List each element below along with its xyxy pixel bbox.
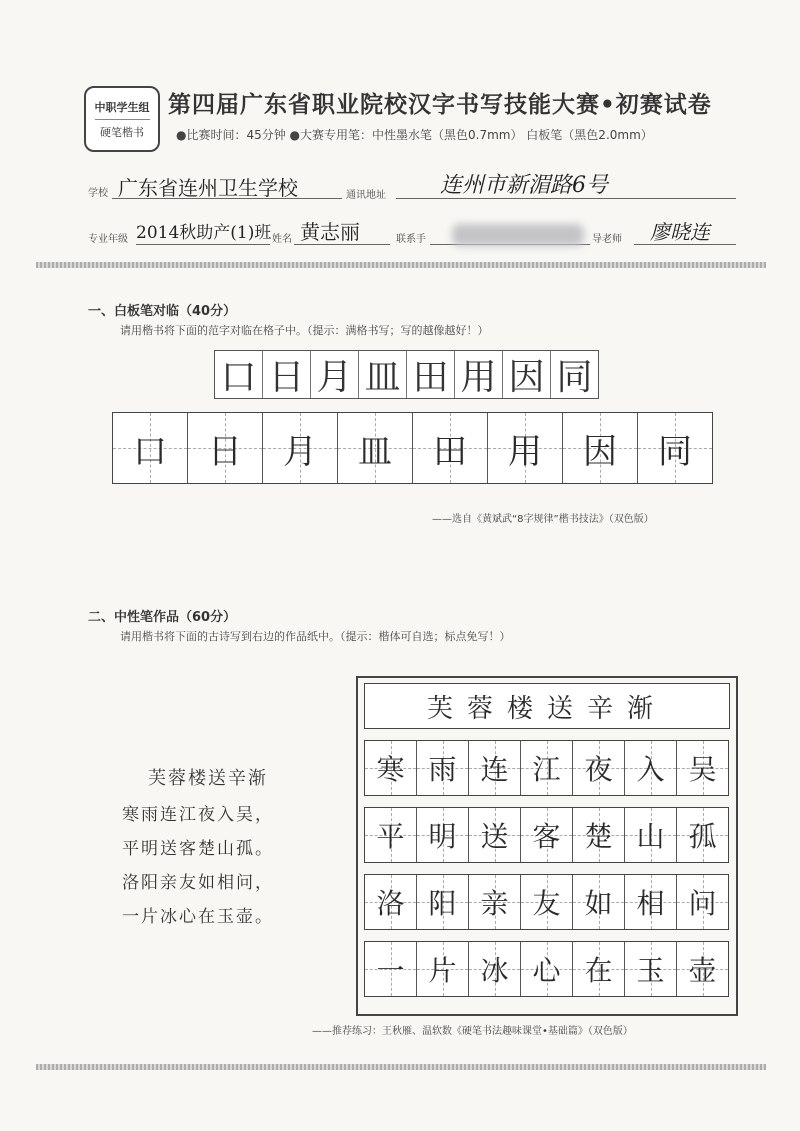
grid-cell bbox=[625, 875, 677, 929]
handwritten-char: 月 bbox=[283, 431, 317, 472]
grid-cell bbox=[521, 741, 573, 795]
handwritten-char: 片 bbox=[428, 954, 457, 987]
handwritten-char: 如 bbox=[584, 887, 613, 920]
handwritten-char: 夜 bbox=[584, 753, 613, 786]
practice-grid bbox=[112, 412, 713, 484]
handwritten-char: 楚 bbox=[584, 820, 613, 853]
grid-cell bbox=[469, 942, 521, 996]
handwritten-char: 洛 bbox=[376, 887, 405, 920]
school-value: 广东省连州卫生学校 bbox=[118, 176, 298, 200]
grid-cell bbox=[338, 413, 413, 483]
grid-cell bbox=[563, 413, 638, 483]
handwritten-char: 皿 bbox=[358, 431, 392, 472]
grid-cell bbox=[365, 741, 417, 795]
handwritten-char: 相 bbox=[636, 887, 665, 920]
handwritten-char: 因 bbox=[583, 431, 617, 472]
model-char: 田 bbox=[407, 351, 455, 398]
grid-cell bbox=[625, 741, 677, 795]
grid-cell bbox=[677, 808, 728, 862]
model-characters bbox=[214, 350, 599, 399]
handwritten-char: 田 bbox=[433, 431, 467, 472]
poem-line: 洛阳亲友如相问， bbox=[122, 873, 274, 893]
grid-cell bbox=[469, 875, 521, 929]
handwritten-char: 阳 bbox=[428, 887, 457, 920]
handwritten-char: 江 bbox=[532, 753, 561, 786]
handwritten-char: 亲 bbox=[480, 887, 509, 920]
grid-cell bbox=[365, 875, 417, 929]
poem-line: 一片冰心在玉壶。 bbox=[122, 907, 274, 927]
grid-cell bbox=[417, 808, 469, 862]
phone-label: 联系手 bbox=[396, 234, 426, 245]
model-char: 日 bbox=[263, 351, 311, 398]
address-label: 通讯地址 bbox=[346, 190, 386, 201]
handwritten-char: 日 bbox=[208, 431, 242, 472]
grid-cell bbox=[188, 413, 263, 483]
work-grid-row bbox=[364, 941, 729, 997]
teacher-value: 廖晓连 bbox=[650, 220, 710, 244]
handwritten-char: 孤 bbox=[688, 820, 717, 853]
stamp-top-text: 中职学生组 bbox=[95, 99, 150, 120]
model-char: 口 bbox=[215, 351, 263, 398]
grid-cell bbox=[469, 741, 521, 795]
major-value: 2014秋助产(1)班 bbox=[136, 223, 272, 243]
section1-title: 一、白板笔对临（40分） bbox=[88, 304, 237, 319]
work-grid-row bbox=[364, 874, 729, 930]
poem-line: 平明送客楚山孤。 bbox=[122, 839, 274, 859]
handwritten-char: 心 bbox=[532, 954, 561, 987]
grid-cell bbox=[113, 413, 188, 483]
handwritten-char: 冰 bbox=[480, 954, 509, 987]
handwritten-char: 雨 bbox=[428, 753, 457, 786]
handwritten-char: 吴 bbox=[688, 753, 717, 786]
handwritten-char: 在 bbox=[584, 954, 613, 987]
exam-subtitle: ●比赛时间：45分钟 ●大赛专用笔：中性墨水笔（黑色0.7mm） 白板笔（黑色2.0mm） bbox=[176, 128, 653, 142]
handwritten-char: 连 bbox=[480, 753, 509, 786]
grid-cell bbox=[263, 413, 338, 483]
handwritten-char: 同 bbox=[658, 431, 692, 472]
grid-cell bbox=[521, 808, 573, 862]
name-label: 姓名 bbox=[272, 234, 292, 245]
handwritten-char: 明 bbox=[428, 820, 457, 853]
handwritten-char: 平 bbox=[376, 820, 405, 853]
grid-cell bbox=[469, 808, 521, 862]
section2-instruction: 请用楷书将下面的古诗写到右边的作品纸中。（提示：楷体可自选；标点免写！） bbox=[120, 630, 511, 643]
section1-source: ——选自《黄斌武“8字规律”楷书技法》（双色版） bbox=[432, 514, 654, 525]
handwritten-char: 客 bbox=[532, 820, 561, 853]
grid-cell bbox=[573, 808, 625, 862]
grid-cell bbox=[573, 741, 625, 795]
model-char: 用 bbox=[455, 351, 503, 398]
grid-cell bbox=[573, 875, 625, 929]
major-label: 专业年级 bbox=[88, 234, 128, 245]
school-label: 学校 bbox=[88, 188, 108, 199]
handwritten-char: 一 bbox=[376, 954, 405, 987]
model-char: 月 bbox=[311, 351, 359, 398]
exam-title: 第四届广东省职业院校汉字书写技能大赛•初赛试卷 bbox=[168, 92, 712, 118]
written-poem-title: 芙蓉楼送辛渐 bbox=[364, 683, 730, 729]
model-char: 因 bbox=[503, 351, 551, 398]
grid-cell bbox=[417, 741, 469, 795]
section2-title: 二、中性笔作品（60分） bbox=[88, 610, 237, 625]
poem-title: 芙蓉楼送辛渐 bbox=[148, 768, 268, 789]
handwritten-char: 送 bbox=[480, 820, 509, 853]
redacted-phone bbox=[452, 224, 584, 246]
grid-cell bbox=[413, 413, 488, 483]
grid-cell bbox=[638, 413, 712, 483]
handwritten-char: 寒 bbox=[376, 753, 405, 786]
grid-cell bbox=[365, 808, 417, 862]
poem-line: 寒雨连江夜入吴， bbox=[122, 805, 274, 825]
grid-cell bbox=[488, 413, 563, 483]
model-char: 同 bbox=[551, 351, 598, 398]
handwritten-char: 玉 bbox=[636, 954, 665, 987]
handwritten-char: 山 bbox=[636, 820, 665, 853]
name-value: 黄志丽 bbox=[300, 220, 360, 244]
handwritten-char: 友 bbox=[532, 887, 561, 920]
grid-cell bbox=[521, 875, 573, 929]
footer-divider bbox=[36, 1064, 766, 1070]
grid-cell bbox=[625, 942, 677, 996]
grid-cell bbox=[677, 942, 728, 996]
handwritten-char: 口 bbox=[133, 431, 167, 472]
section2-source: ——推荐练习：王秋雁、温软数《硬笔书法趣味课堂•基础篇》（双色版） bbox=[312, 1026, 633, 1037]
grid-cell bbox=[365, 942, 417, 996]
section1-instruction: 请用楷书将下面的范字对临在格子中。（提示：满格书写；写的越像越好！） bbox=[120, 324, 489, 337]
grid-cell bbox=[521, 942, 573, 996]
grid-cell bbox=[417, 942, 469, 996]
stamp-bottom-text: 硬笔楷书 bbox=[100, 125, 144, 139]
handwritten-char: 用 bbox=[508, 431, 542, 472]
grid-cell bbox=[625, 808, 677, 862]
handwritten-char: 入 bbox=[636, 753, 665, 786]
work-grid-row bbox=[364, 740, 729, 796]
handwritten-char: 壶 bbox=[688, 954, 717, 987]
teacher-label: 导老师 bbox=[592, 234, 622, 245]
grid-cell bbox=[573, 942, 625, 996]
major-line bbox=[136, 244, 270, 245]
handwritten-char: 问 bbox=[688, 887, 717, 920]
grid-cell bbox=[417, 875, 469, 929]
header-divider bbox=[36, 262, 766, 268]
group-stamp bbox=[84, 86, 160, 152]
model-char: 皿 bbox=[359, 351, 407, 398]
work-grid-row bbox=[364, 807, 729, 863]
grid-cell bbox=[677, 875, 728, 929]
address-value: 连州市新湄路6号 bbox=[440, 173, 608, 198]
grid-cell bbox=[677, 741, 728, 795]
